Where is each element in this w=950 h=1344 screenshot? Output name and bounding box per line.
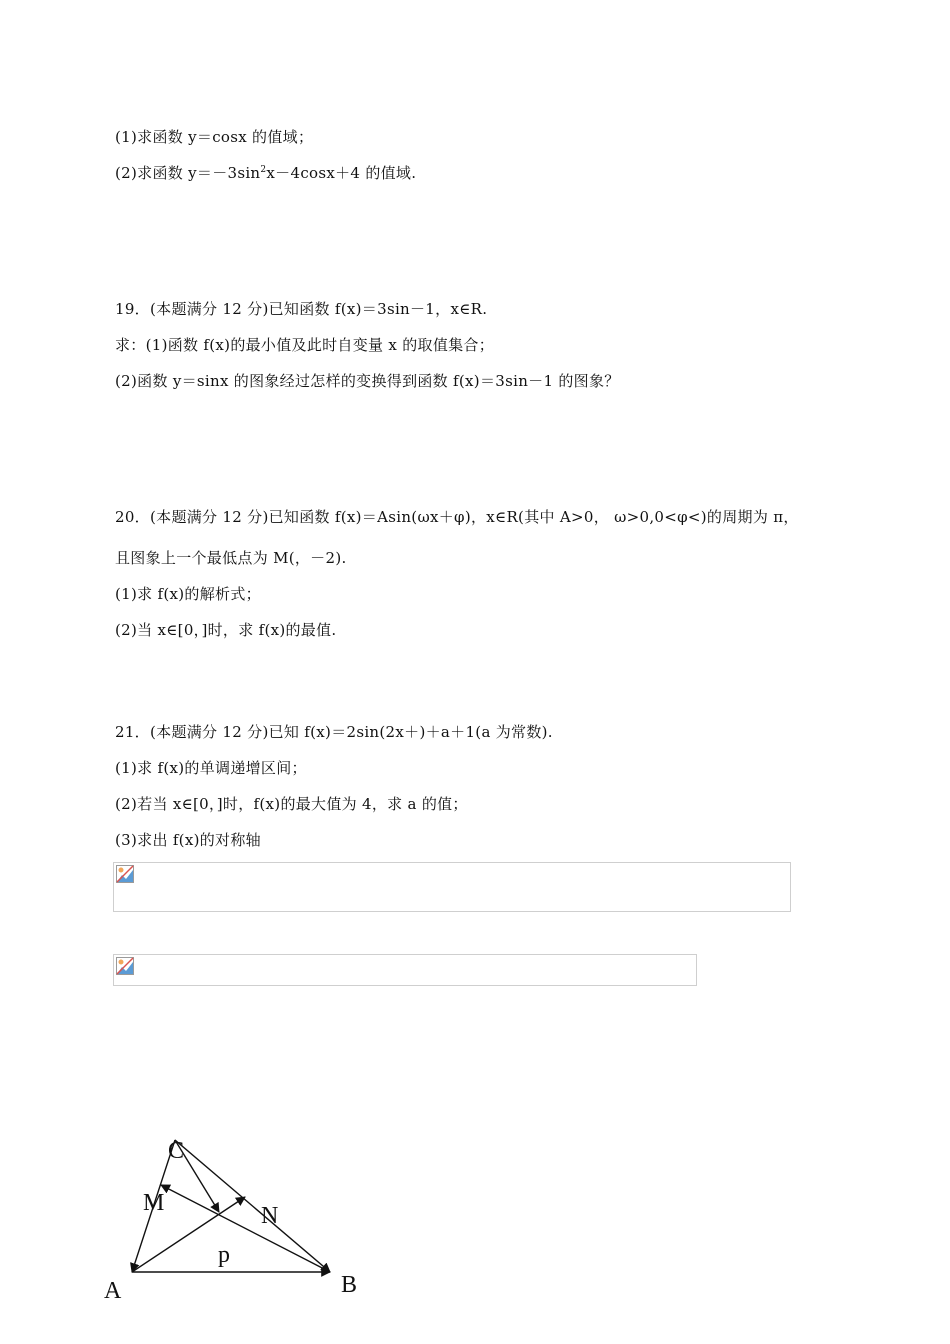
triangle-figure [95, 1130, 385, 1310]
p20-stem2: 且图象上一个最低点为 M(，－2). [115, 549, 347, 567]
label-m: M [143, 1190, 165, 1216]
vector-bm [161, 1185, 330, 1272]
broken-image-1 [113, 862, 791, 912]
p21-part3: (3)求出 f(x)的对称轴 [115, 831, 261, 849]
p18-part1: (1)求函数 y＝cosx 的值域； [115, 128, 314, 146]
label-c: C [168, 1138, 185, 1164]
label-a: A [104, 1278, 122, 1304]
label-p: p [218, 1242, 230, 1268]
label-n: N [261, 1203, 279, 1229]
p19-stem: 19．(本题满分 12 分)已知函数 f(x)＝3sin－1，x∈R. [115, 300, 488, 318]
p18-part2 [115, 163, 416, 183]
broken-image-icon [116, 957, 134, 975]
label-b: B [341, 1272, 358, 1298]
p18-part2-post: x－4cosx＋4 的值域. [266, 164, 417, 182]
p18-part2-sup: 2 [260, 165, 267, 175]
vector-cb [175, 1140, 330, 1272]
p19-part2: (2)函数 y＝sinx 的图象经过怎样的变换得到函数 f(x)＝3sin－1 的图象？ [115, 372, 620, 390]
p21-part2: (2)若当 x∈[0，]时，f(x)的最大值为 4，求 a 的值； [115, 795, 468, 813]
p18-part2-pre: (2)求函数 y＝－3sin [115, 164, 261, 182]
p20-part2: (2)当 x∈[0，]时，求 f(x)的最值. [115, 621, 337, 639]
p20-part1: (1)求 f(x)的解析式； [115, 585, 261, 603]
p21-stem: 21．(本题满分 12 分)已知 f(x)＝2sin(2x＋)＋a＋1(a 为常数). [115, 723, 553, 741]
broken-image-2 [113, 954, 697, 986]
p19-part1: 求：(1)函数 f(x)的最小值及此时自变量 x 的取值集合； [115, 336, 495, 354]
p21-part1: (1)求 f(x)的单调递增区间； [115, 759, 307, 777]
broken-image-icon [116, 865, 134, 883]
p20-stem: 20．(本题满分 12 分)已知函数 f(x)＝Asin(ωx＋φ)，x∈R(其中 A>0， ω>0,0<φ<)的周期为 π， [115, 508, 799, 526]
